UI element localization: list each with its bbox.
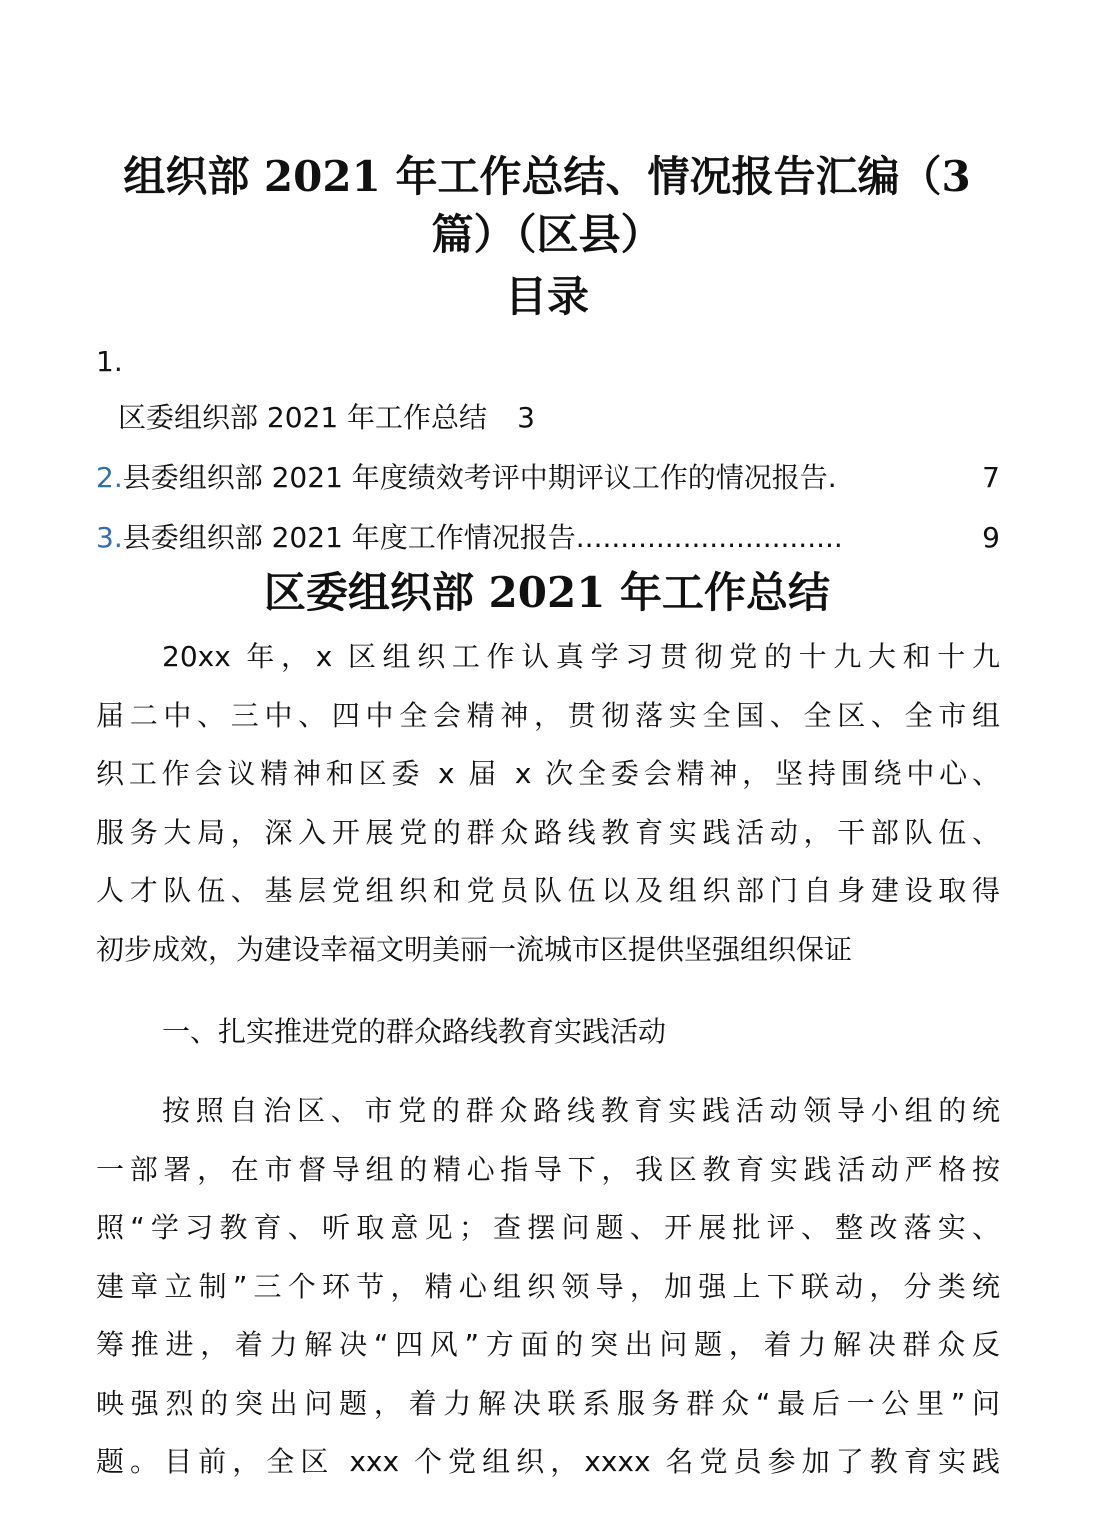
document-title-line-2: 篇）（区县） xyxy=(431,210,663,259)
paragraph-line: 映强烈的突出问题，着力解决联系服务群众“最后一公里”问 xyxy=(96,1386,1000,1420)
paragraph-line: 照“学习教育、听取意见；查摆问题、开展批评、整改落实、 xyxy=(96,1211,1000,1244)
document-title-line-1: 组织部 2021 年工作总结、情况报告汇编（3 xyxy=(123,152,971,201)
section-title: 区委组织部 2021 年工作总结 xyxy=(263,568,831,617)
toc-item-3[interactable] xyxy=(96,518,1000,558)
toc-item-3-page: 9 xyxy=(982,521,1000,554)
paragraph-line: 人才队伍、基层党组织和党员队伍以及组织部门自身建设取得 xyxy=(96,874,1000,907)
toc-item-2-leader: . xyxy=(827,461,837,494)
toc-item-2[interactable] xyxy=(96,458,1000,498)
paragraph-line: 届二中、三中、四中全会精神，贯彻落实全国、全区、全市组 xyxy=(96,698,1000,732)
paragraph-line: 筹推进，着力解决“四风”方面的突出问题，着力解决群众反 xyxy=(96,1328,1000,1361)
toc-item-1-page: 3 xyxy=(517,401,535,434)
toc-item-2-number: 2. xyxy=(96,461,123,494)
paragraph-line: 织工作会议精神和区委 x 届 x 次全委会精神，坚持围绕中心、 xyxy=(96,757,1000,790)
toc-item-1[interactable] xyxy=(118,398,535,438)
toc-item-1-text: 区委组织部 2021 年工作总结 xyxy=(118,401,488,434)
paragraph-line: 一部署，在市督导组的精心指导下，我区教育实践活动严格按 xyxy=(96,1152,1000,1186)
section-paragraph-2 xyxy=(96,1082,1000,1492)
section-subheading-1: 一、扎实推进党的群众路线教育实践活动 xyxy=(162,1015,667,1048)
section-paragraph-1 xyxy=(96,628,1000,979)
toc-item-2-text: 县委组织部 2021 年度绩效考评中期评议工作的情况报告 xyxy=(122,461,828,494)
paragraph-line: 20xx 年，x 区组织工作认真学习贯彻党的十九大和十九 xyxy=(162,640,1000,673)
paragraph-line: 服务大局，深入开展党的群众路线教育实践活动，干部队伍、 xyxy=(96,815,1000,849)
toc-item-3-number: 3. xyxy=(96,521,123,554)
toc-item-1-number[interactable]: 1. xyxy=(96,345,123,378)
toc-heading: 目录 xyxy=(504,272,589,321)
toc-item-2-page: 7 xyxy=(982,461,1000,494)
paragraph-line: 建章立制”三个环节，精心组织领导，加强上下联动，分类统 xyxy=(96,1269,1000,1303)
paragraph-line: 初步成效，为建设幸福文明美丽一流城市区提供坚强组织保证 xyxy=(96,932,853,966)
paragraph-line: 题。目前，全区 xxx 个党组织，xxxx 名党员参加了教育实践 xyxy=(96,1445,1000,1478)
toc-item-3-leader: .............................. xyxy=(575,521,843,554)
toc-item-3-text: 县委组织部 2021 年度工作情况报告 xyxy=(122,521,576,554)
paragraph-line: 按照自治区、市党的群众路线教育实践活动领导小组的统 xyxy=(162,1094,1000,1127)
